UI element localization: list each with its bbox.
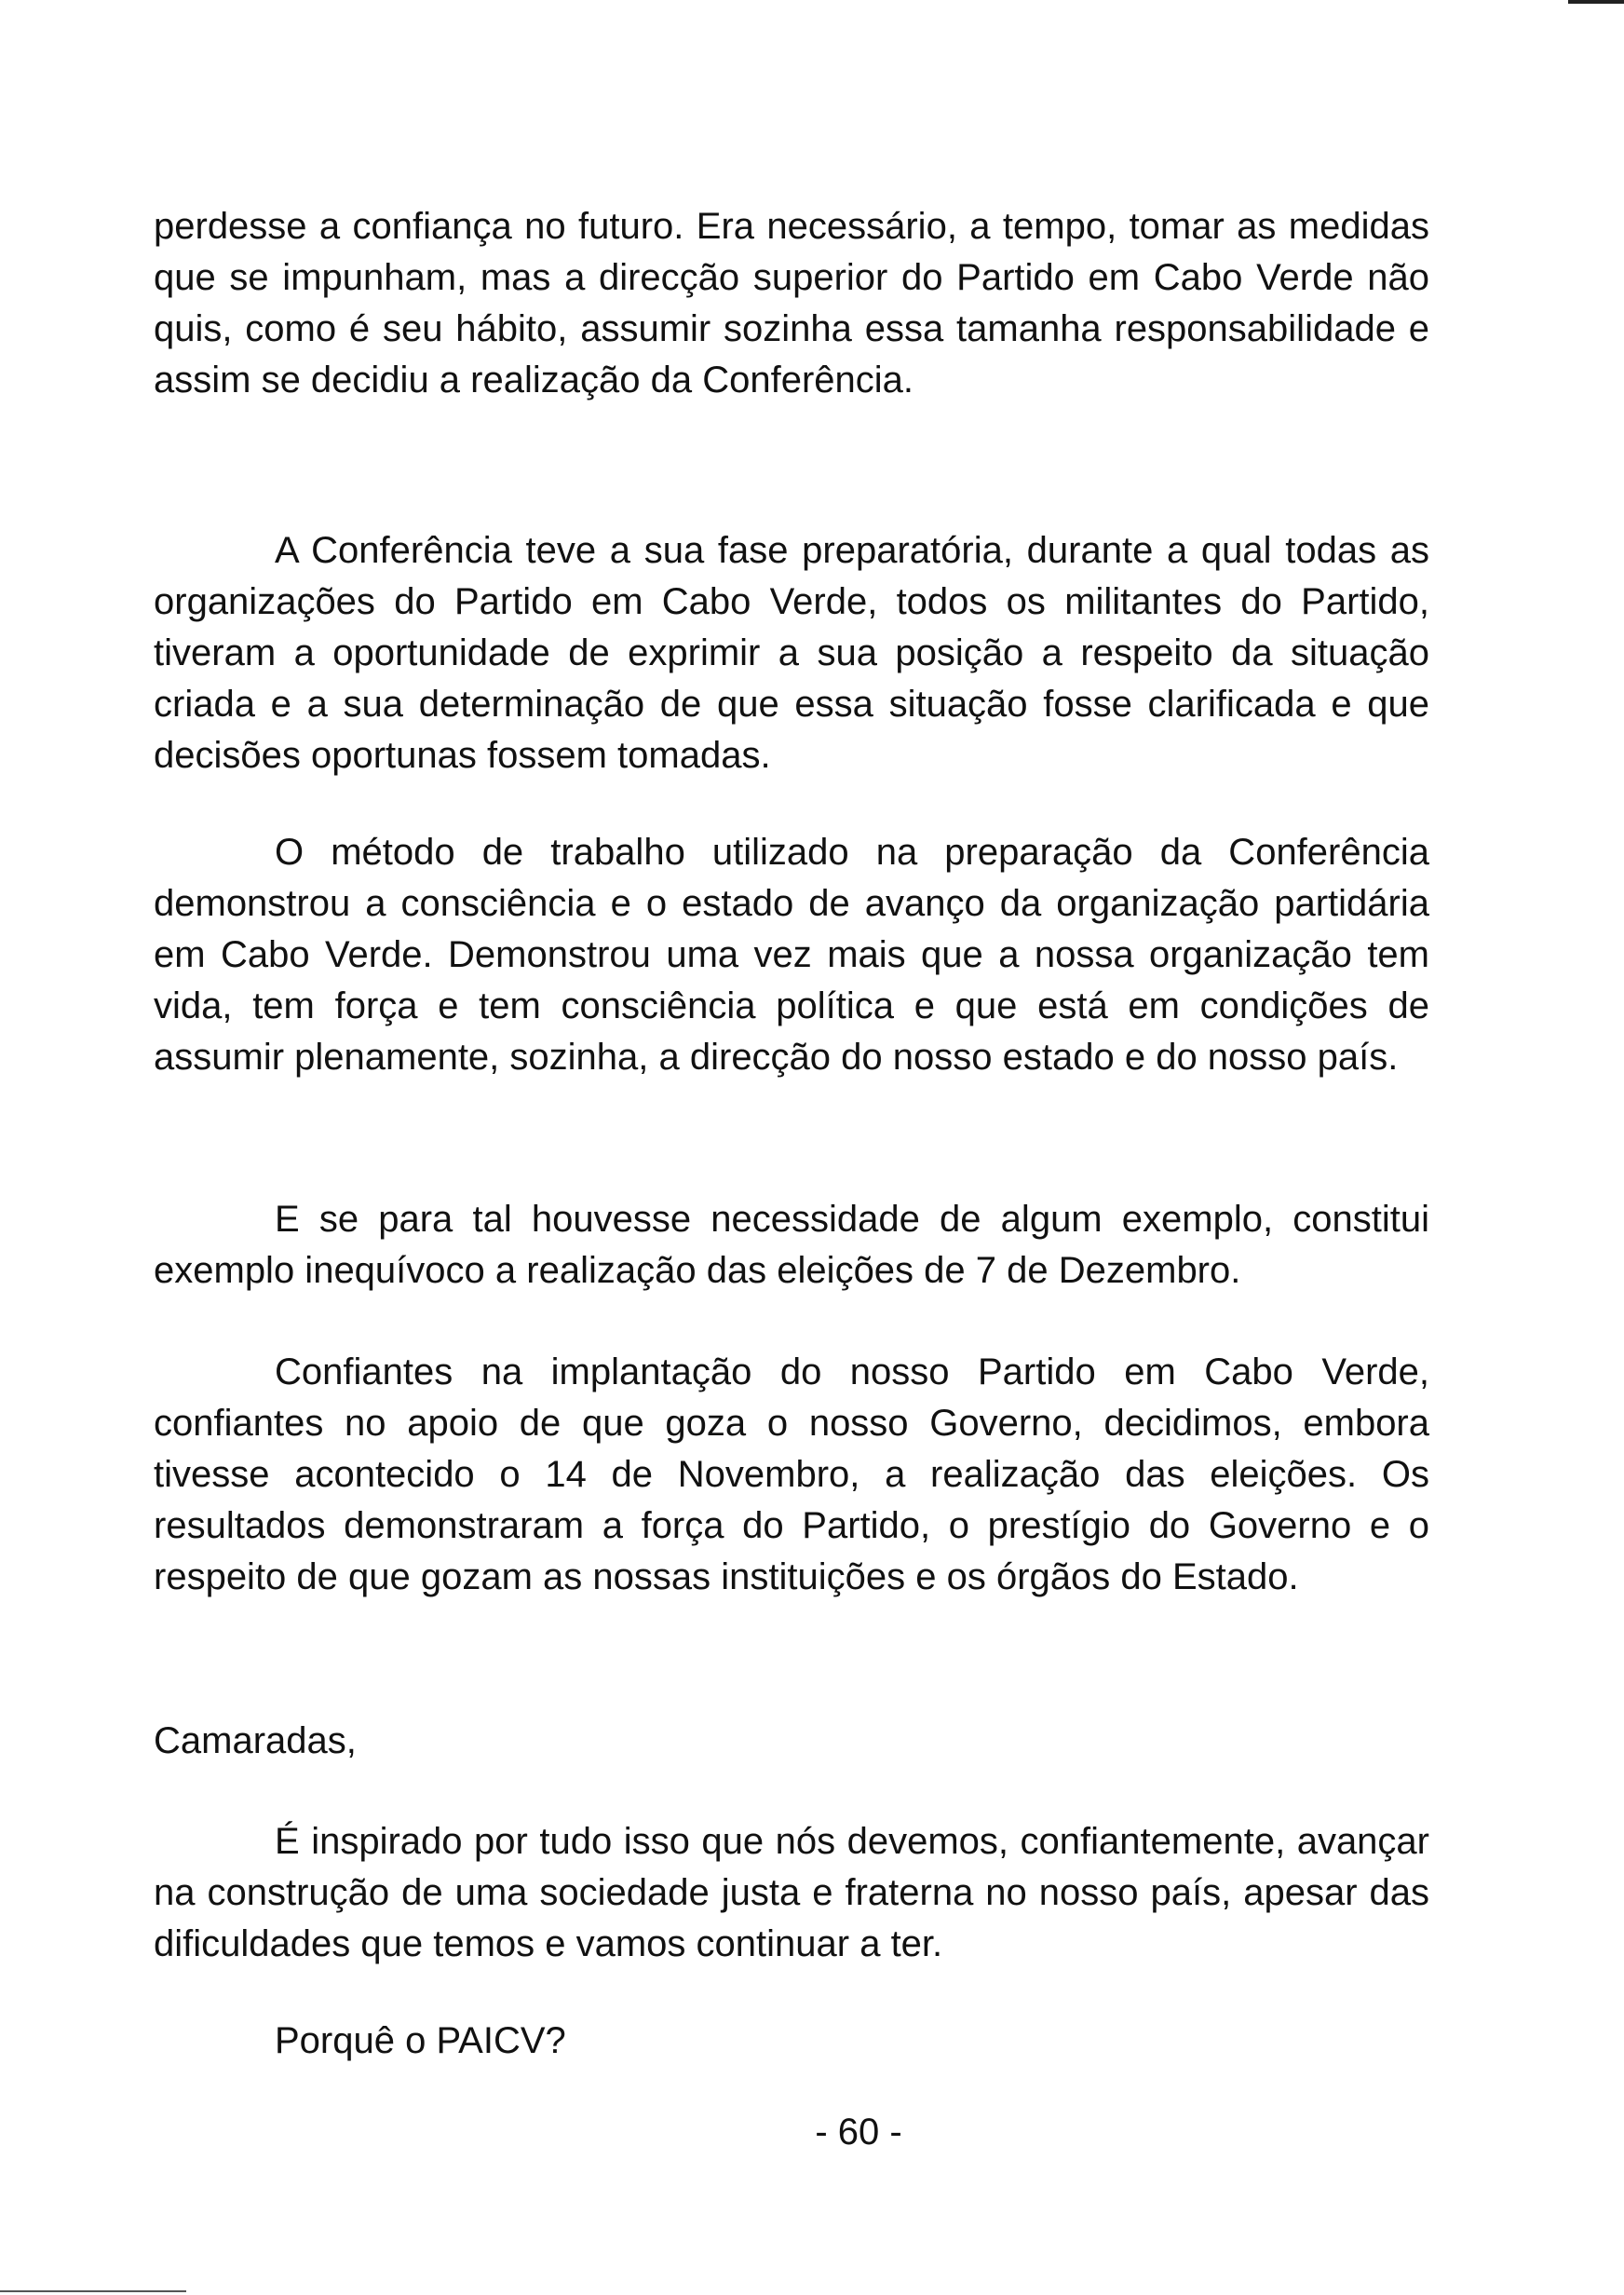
salutation: Camaradas, (154, 1720, 357, 1761)
paragraph-3-block (154, 827, 1429, 1083)
paragraph-7: É inspirado por tudo isso que nós devemos, confiantemente, avançar na construção de uma sociedade justa e fraterna no nosso país, apesar das dificuldades que temos e vamos continuar a ter. (154, 1821, 1429, 1964)
paragraph-5-block (154, 1347, 1429, 1603)
salutation-block (154, 1716, 1429, 1767)
question-heading: Porquê o PAICV? (275, 2020, 566, 2061)
paragraph-2: A Conferência teve a sua fase preparatória, durante a qual todas as organizações do Partido em Cabo Verde, todos os militantes do Partido, tiveram a oportunidade de exprimir a sua posição a respeito da situação criada e a sua determinação de que essa situação fosse clarificada e que decisões oportunas fossem tomadas. (154, 530, 1429, 776)
question-block (154, 2016, 1429, 2067)
paragraph-1: perdesse a confiança no futuro. Era necessário, a tempo, tomar as medidas que se impunham, mas a direcção superior do Partido em Cabo Verde não quis, como é seu hábito, assumir sozinha essa tamanha responsabilidade e assim se decidiu a realização da Conferência. (154, 206, 1429, 401)
paragraph-2-block (154, 525, 1429, 781)
paragraph-1-block (154, 201, 1429, 406)
scan-edge-mark-bottom (0, 2290, 186, 2292)
paragraph-7-block (154, 1816, 1429, 1970)
paragraph-3: O método de trabalho utilizado na preparação da Conferência demonstrou a consciência e o estado de avanço da organização partidária em Cabo Verde. Demonstrou uma vez mais que a nossa organização tem vida, tem força e tem consciência política e que está em condições de assumir plenamente, sozinha, a direcção do nosso estado e do nosso país. (154, 832, 1429, 1078)
paragraph-5: Confiantes na implantação do nosso Partido em Cabo Verde, confiantes no apoio de que goza o nosso Governo, decidimos, embora tivesse acontecido o 14 de Novembro, a realização das eleições. Os resultados demonstraram a força do Partido, o prestígio do Governo e o respeito de que gozam as nossas instituições e os órgãos do Estado. (154, 1351, 1429, 1597)
page-number: - 60 - (815, 2112, 902, 2152)
paragraph-4-block (154, 1194, 1429, 1297)
scan-edge-mark-top (1568, 0, 1624, 4)
paragraph-4: E se para tal houvesse necessidade de algum exemplo, constitui exemplo inequívoco a realização das eleições de 7 de Dezembro. (154, 1199, 1429, 1291)
